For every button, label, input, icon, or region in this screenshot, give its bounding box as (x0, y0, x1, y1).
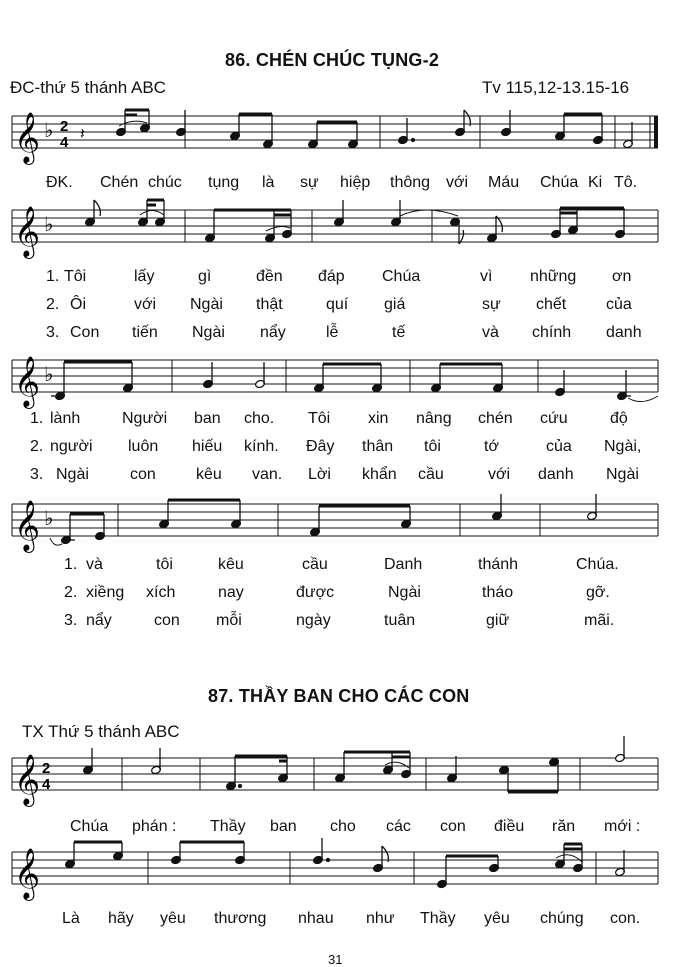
lyric: thánh (478, 556, 519, 573)
lyric: Ki (588, 174, 603, 191)
lyric: được (296, 584, 335, 601)
lyric: những (530, 268, 577, 285)
lyric: Ngài (388, 584, 421, 601)
lyric: Chúa (382, 268, 421, 285)
lyric: ngày (296, 612, 331, 629)
lyric: mãi. (584, 612, 615, 629)
song-86-usage-note: ĐC-thứ 5 thánh ABC (10, 78, 166, 97)
lyric: Chúa. (576, 556, 619, 573)
lyric: Là (62, 910, 80, 927)
time-signature-bottom: 4 (42, 776, 51, 793)
lyric: Người (122, 410, 168, 427)
lyric: xiềng (86, 584, 125, 601)
lyric: như (366, 910, 395, 927)
lyric: tớ (484, 438, 499, 455)
lyric: răn (552, 818, 576, 835)
lyric: giá (384, 296, 406, 313)
lyric: tôi (424, 438, 441, 455)
staff-86-4 (0, 494, 679, 554)
treble-clef-icon: 𝄞 (14, 356, 41, 407)
lyric: mỗi (216, 612, 242, 629)
lyric: 2. (30, 438, 44, 455)
lyric: đáp (318, 268, 345, 285)
lyric: điều (494, 818, 525, 835)
lyric: tụng (208, 174, 240, 191)
lyric: người (50, 438, 93, 455)
lyric: chính (532, 324, 572, 341)
lyric: nay (218, 584, 244, 601)
lyric: chúc (148, 174, 182, 191)
lyric: Danh (384, 556, 423, 573)
lyric: mới : (604, 818, 641, 835)
staff-87-1 (0, 748, 679, 805)
lyric: thân (362, 438, 394, 455)
lyric: ban (270, 818, 297, 835)
lyric: cho. (244, 410, 275, 427)
lyric: con (440, 818, 466, 835)
lyric: Thầy (210, 818, 246, 835)
lyric: đền (256, 268, 283, 285)
lyric: với (446, 174, 469, 191)
lyric: ơn (612, 268, 632, 285)
lyric: các (386, 818, 411, 835)
time-signature-bottom: 4 (60, 134, 69, 151)
song-87-title: 87. THẦY BAN CHO CÁC CON (208, 686, 470, 706)
lyric: 3. (30, 466, 44, 483)
lyric: tuân (384, 612, 416, 629)
lyric: thông (390, 174, 431, 191)
staff-86-1 (0, 106, 679, 163)
lyric: tôi (156, 556, 173, 573)
lyric: Ngài (56, 466, 89, 483)
flat-key-signature-icon: ♭ (44, 118, 54, 142)
lyric: 1. (46, 268, 60, 285)
time-signature-top: 2 (42, 760, 51, 777)
lyric: tiến (132, 324, 158, 341)
lyric: và (482, 324, 499, 341)
lyric: Ngài (606, 466, 639, 483)
lyric: van. (252, 466, 283, 483)
lyric: cầu (418, 466, 444, 483)
lyric: kêu (218, 556, 244, 573)
lyric: xích (146, 584, 176, 601)
lyric: 1. (30, 410, 44, 427)
lyric: con. (610, 910, 641, 927)
lyric: hiếu (192, 438, 223, 455)
lyric: Thầy (420, 910, 456, 927)
lyric: lấy (134, 268, 155, 285)
lyric: nẩy (260, 324, 286, 341)
lyric: sự (482, 296, 501, 313)
lyric: 3. (64, 612, 78, 629)
lyric: quí (326, 296, 349, 313)
staff-87-2 (0, 842, 679, 899)
lyric: tế (392, 324, 406, 341)
lyric: của (606, 296, 632, 313)
flat-key-signature-icon: ♭ (44, 506, 54, 530)
lyric: danh (538, 466, 574, 483)
lyric: kính. (244, 438, 279, 455)
song-86-psalm-reference: Tv 115,12-13.15-16 (482, 78, 630, 97)
lyric: lành (50, 410, 81, 427)
lyric: luôn (128, 438, 159, 455)
lyric: ĐK. (46, 174, 73, 191)
lyric: Chúa (540, 174, 579, 191)
lyric: danh (606, 324, 642, 341)
page-number: 31 (328, 952, 343, 967)
lyric: Ngài (190, 296, 223, 313)
song-87-usage-note: TX Thứ 5 thánh ABC (22, 722, 180, 741)
lyric: với (488, 466, 511, 483)
lyric: ban (194, 410, 221, 427)
lyric: với (134, 296, 157, 313)
lyric: thật (256, 296, 283, 313)
time-signature-top: 2 (60, 118, 69, 135)
lyric: lễ (326, 324, 339, 341)
staff-86-2 (0, 200, 679, 257)
lyric: cứu (540, 410, 568, 427)
lyric: Ngài, (604, 438, 642, 455)
lyric: con (130, 466, 156, 483)
lyric: Con (70, 324, 100, 341)
lyric: Tôi (64, 268, 87, 285)
lyric: Ngài (192, 324, 225, 341)
lyric: khẩn (362, 466, 397, 483)
lyric: chết (536, 296, 567, 313)
lyric: 2. (64, 584, 78, 601)
treble-clef-icon: 𝄞 (14, 112, 41, 163)
lyric: nâng (416, 410, 452, 427)
lyric: Chén (100, 174, 139, 191)
lyric: thương (214, 910, 267, 927)
lyric: Chúa (70, 818, 109, 835)
lyric: hiệp (340, 174, 371, 191)
lyric: phán : (132, 818, 177, 835)
lyric: tháo (482, 584, 514, 601)
lyric: Lời (308, 466, 331, 483)
lyric: yêu (484, 910, 510, 927)
flat-key-signature-icon: ♭ (44, 362, 54, 386)
lyric: gỡ. (586, 584, 610, 601)
lyric: nẩy (86, 612, 112, 629)
lyric: xin (368, 410, 389, 427)
lyric: Tôi (308, 410, 331, 427)
lyric: yêu (160, 910, 186, 927)
lyric: độ (610, 410, 628, 427)
lyric: Máu (488, 174, 520, 191)
lyric: Tô. (614, 174, 638, 191)
lyric: kêu (196, 466, 222, 483)
lyric: cho (330, 818, 356, 835)
treble-clef-icon: 𝄞 (14, 206, 41, 257)
lyric: 3. (46, 324, 60, 341)
lyric: giữ (486, 612, 510, 629)
lyric: chúng (540, 910, 584, 927)
lyric: con (154, 612, 180, 629)
lyric: hãy (108, 910, 134, 927)
lyric: chén (478, 410, 513, 427)
lyric: của (546, 438, 572, 455)
lyric: Ôi (70, 296, 86, 313)
treble-clef-icon: 𝄞 (14, 500, 41, 551)
lyric: Đây (306, 438, 335, 455)
treble-clef-icon: 𝄞 (14, 848, 41, 899)
lyric: 2. (46, 296, 60, 313)
lyric: 1. (64, 556, 78, 573)
lyric: gì (198, 268, 212, 285)
lyric: vì (480, 268, 493, 285)
lyric: sự (300, 174, 319, 191)
flat-key-signature-icon: ♭ (44, 212, 54, 236)
lyric: cầu (302, 556, 328, 573)
staff-86-3 (0, 350, 679, 406)
quarter-rest-icon: 𝄽 (80, 124, 85, 143)
treble-clef-icon: 𝄞 (14, 754, 41, 805)
lyric: là (262, 174, 275, 191)
lyric: và (86, 556, 103, 573)
lyric: nhau (298, 910, 334, 927)
song-86-title: 86. CHÉN CHÚC TỤNG-2 (225, 50, 440, 70)
